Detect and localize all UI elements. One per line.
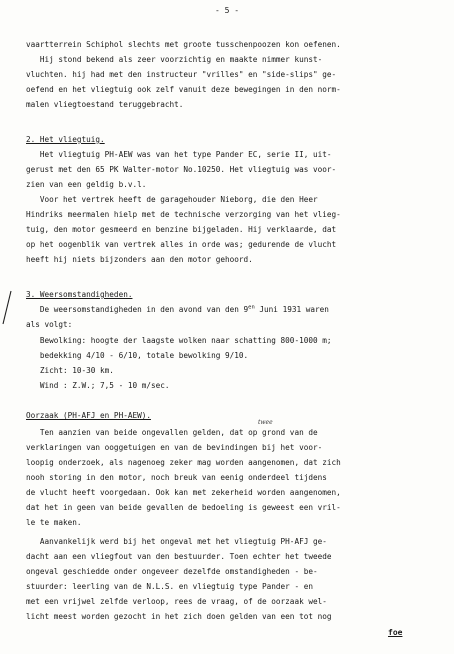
text-line: bedekking 4/10 - 6/10, totale bewolking 9/10. [26, 351, 249, 360]
text-line: zien van een geldig b.v.l. [26, 180, 147, 189]
text-line: verklaringen van ooggetuigen en van de bevindingen bij het voor- [26, 443, 323, 452]
text-line: Voor het vertrek heeft de garagehouder Nieborg, die den Heer [26, 195, 318, 204]
text-line: tuig, den motor gesmeerd en benzine bijgeladen. Hij verklaarde, dat [26, 225, 337, 234]
text-line: ongeval geschiedde onder ongeveer dezelfde omstandigheden - be- [26, 567, 318, 576]
text-line: stuurder: leerling van de N.L.S. en vliegtuig type Pander - en [26, 582, 313, 591]
section-heading-vliegtuig: 2. Het vliegtuig. [26, 135, 105, 144]
text-line: oefend en het vliegtuig ook zelf vanuit deze bewegingen in den norm- [26, 85, 341, 94]
page-number: - 5 - [214, 6, 240, 15]
text-line: vaartterrein Schiphol slechts met groote tusschenpoozen kon oefenen. [26, 40, 341, 49]
text-line: nooh storing in den motor, noch breuk van eenig onderdeel tijdens [26, 473, 327, 482]
text-line: met een vrijwel zelfde verloop, rees de vraag, of de oorzaak wel- [26, 597, 327, 606]
text-line: dat het in geen van beide gevallen de bedoeling is geweest een vril- [26, 503, 341, 512]
text-line: de vlucht heeft voorgedaan. Ook kan met zekerheid worden aangenomen, [26, 488, 341, 497]
text-line: op het oogenblik van vertrek alles in orde was; gedurende de vlucht [26, 240, 337, 249]
text-line: dacht aan een vliegfout van den bestuurder. Toen echter het tweede [26, 552, 332, 561]
text-line: Ten aanzien van beide ongevallen gelden, dat op grond van de [26, 428, 318, 437]
text-line: Zicht: 10-30 km. [26, 366, 114, 375]
margin-slash-mark [1, 290, 13, 330]
section-heading-oorzaak: Oorzaak (PH-AFJ en PH-AEW). [26, 411, 151, 420]
text-line: Aanvankelijk werd bij het ongeval met het vliegtuig PH-AFJ ge- [26, 537, 327, 546]
text-line: gerust met den 65 PK Walter-motor No.10250. Het vliegtuig was voor- [26, 165, 337, 174]
text-line: Wind : Z.W.; 7,5 - 10 m/sec. [26, 381, 170, 390]
text-line: heeft hij niets bijzonders aan den motor gehoord. [26, 255, 253, 264]
text-line: vluchten. hij had met den instructeur "vrilles" en "side-slips" ge- [26, 70, 337, 79]
text-line: Bewolking: hoogte der laagste wolken naar schatting 800-1000 m; [26, 336, 332, 345]
text-line-date: De weersomstandigheden in den avond van den $9^{en}$ Juni 1931 waren [26, 304, 329, 314]
text-line: Het vliegtuig PH-AEW was van het type Pander EC, serie II, uit- [26, 150, 332, 159]
handwritten-insert: twee [258, 419, 273, 426]
catchword: foe [388, 628, 403, 637]
text-line: Hindriks meermalen hielp met de technische verzorging van het vlieg- [26, 210, 341, 219]
text-line: malen vliegtoestand teruggebracht. [26, 100, 184, 109]
text-line: loopig onderzoek, als nagenoeg zeker mag worden aangenomen, dat zich [26, 458, 341, 467]
text-line: Hij stond bekend als zeer voorzichtig en maakte nimmer kunst- [26, 55, 323, 64]
section-heading-weersomstandigheden: 3. Weersomstandigheden. [26, 290, 133, 299]
text-line: als volgt: [26, 320, 73, 329]
text-line: le te maken. [26, 518, 82, 527]
text-line: licht meest worden gezocht in het zich doen gelden van een tot nog [26, 612, 332, 621]
